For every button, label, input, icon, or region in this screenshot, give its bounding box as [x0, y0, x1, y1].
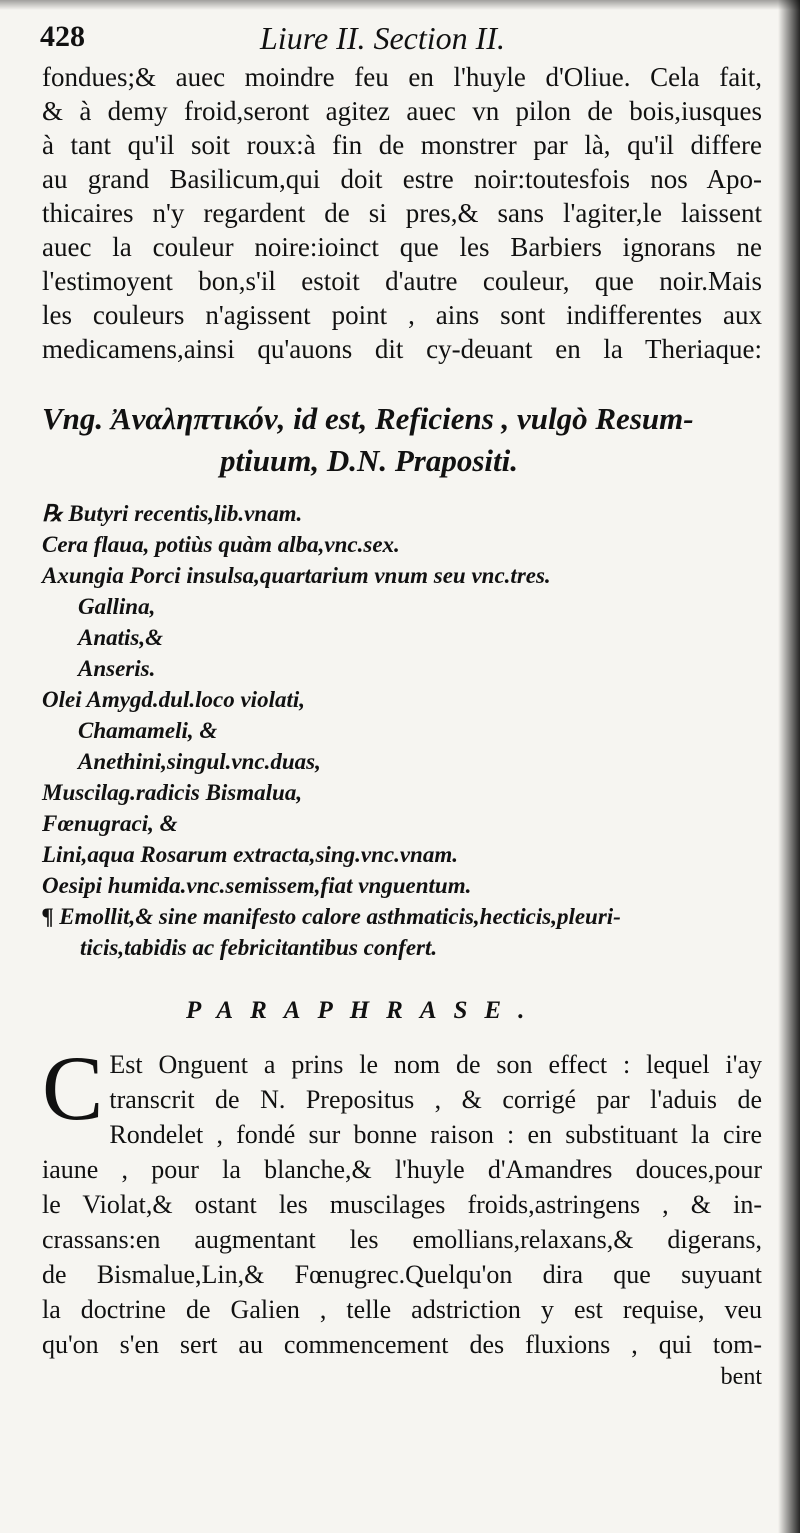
paraphrase-paragraph	[42, 1037, 762, 1392]
text-line: Rondelet , fondé sur bonne raison : en substituant la cire	[109, 1120, 762, 1149]
recipe-title	[42, 398, 762, 482]
recipe-line: Anethini,singul.vnc.duas,	[78, 749, 321, 774]
recipe-title-line-1: Vng. Ἀναληπτικόν, id est, Reficiens , vulgò Resum-	[42, 401, 694, 436]
recipe-line: Fœnugraci, &	[42, 811, 178, 836]
text-line: & à demy froid,seront agitez auec vn pilon de bois,iusques	[42, 96, 762, 126]
text-line: Est Onguent a prins le nom de son effect : lequel i'ay	[109, 1050, 762, 1079]
text-line: au grand Basilicum,qui doit estre noir:toutesfois nos Apo-	[42, 164, 762, 194]
recipe-list	[42, 498, 762, 963]
recipe-line: Olei Amygd.dul.loco violati,	[42, 687, 305, 712]
intro-paragraph	[42, 60, 762, 366]
text-line: le Violat,& ostant les muscilages froids,astringens , & in-	[42, 1190, 762, 1219]
page-header	[40, 18, 760, 62]
page-gutter-shadow	[778, 0, 800, 1533]
recipe-line: Muscilag.radicis Bismalua,	[42, 780, 303, 805]
catchword: bent	[720, 1364, 762, 1390]
text-line: à tant qu'il soit roux:à fin de monstrer par là, qu'il differe	[42, 130, 762, 160]
text-line: fondues;& auec moindre feu en l'huyle d'Oliue. Cela fait,	[42, 62, 762, 92]
recipe-title-line-2: ptiuum, D.N. Prapositi.	[220, 443, 518, 478]
recipe-line: Cera flaua, potiùs quàm alba,vnc.sex.	[42, 532, 400, 557]
text-line: crassans:en augmentant les emollians,relaxans,& digerans,	[42, 1225, 762, 1254]
recipe-line: ℞ Butyri recentis,lib.vnam.	[42, 501, 303, 526]
recipe-line: Axungia Porci insulsa,quartarium vnum seu vnc.tres.	[42, 563, 551, 588]
recipe-line: Anseris.	[78, 656, 156, 681]
recipe-line: Oesipi humida.vnc.semissem,fiat vnguentum.	[42, 873, 472, 898]
text-line: medicamens,ainsi qu'auons dit cy-deuant en la Theriaque:	[42, 334, 762, 364]
drop-cap: C	[42, 1037, 104, 1139]
section-heading: PARAPHRASE.	[186, 997, 542, 1024]
page-number: 428	[40, 20, 85, 53]
text-line: les couleurs n'agissent point , ains sont indifferentes aux	[42, 300, 762, 330]
text-line: transcrit de N. Prepositus , & corrigé par l'aduis de	[109, 1085, 762, 1114]
recipe-line: Lini,aqua Rosarum extracta,sing.vnc.vnam.	[42, 842, 458, 867]
recipe-line: ¶ Emollit,& sine manifesto calore asthmaticis,hecticis,pleuri-	[42, 904, 621, 929]
recipe-line: Chamameli, &	[78, 718, 218, 743]
text-line: l'estimoyent bon,s'il estoit d'autre couleur, que noir.Mais	[42, 266, 762, 296]
text-line: qu'on s'en sert au commencement des fluxions , qui tom-	[42, 1330, 762, 1359]
page-top-shadow	[0, 0, 800, 10]
text-line: iaune , pour la blanche,& l'huyle d'Amandres douces,pour	[42, 1155, 762, 1184]
recipe-line: Gallina,	[78, 594, 156, 619]
recipe-line: Anatis,&	[78, 625, 164, 650]
recipe-line: ticis,tabidis ac febricitantibus confert.	[80, 935, 438, 960]
paraphrase-lines	[42, 1037, 762, 1362]
text-line: de Bismalue,Lin,& Fœnugrec.Quelqu'on dira que suyuant	[42, 1260, 762, 1289]
text-line: la doctrine de Galien , telle adstriction y est requise, veu	[42, 1295, 762, 1324]
text-line: auec la couleur noire:ioinct que les Barbiers ignorans ne	[42, 232, 762, 262]
text-line: thicaires n'y regardent de si pres,& sans l'agiter,le laissent	[42, 198, 762, 228]
running-head: Liure II. Section II.	[260, 20, 505, 56]
page-body	[42, 60, 762, 1392]
